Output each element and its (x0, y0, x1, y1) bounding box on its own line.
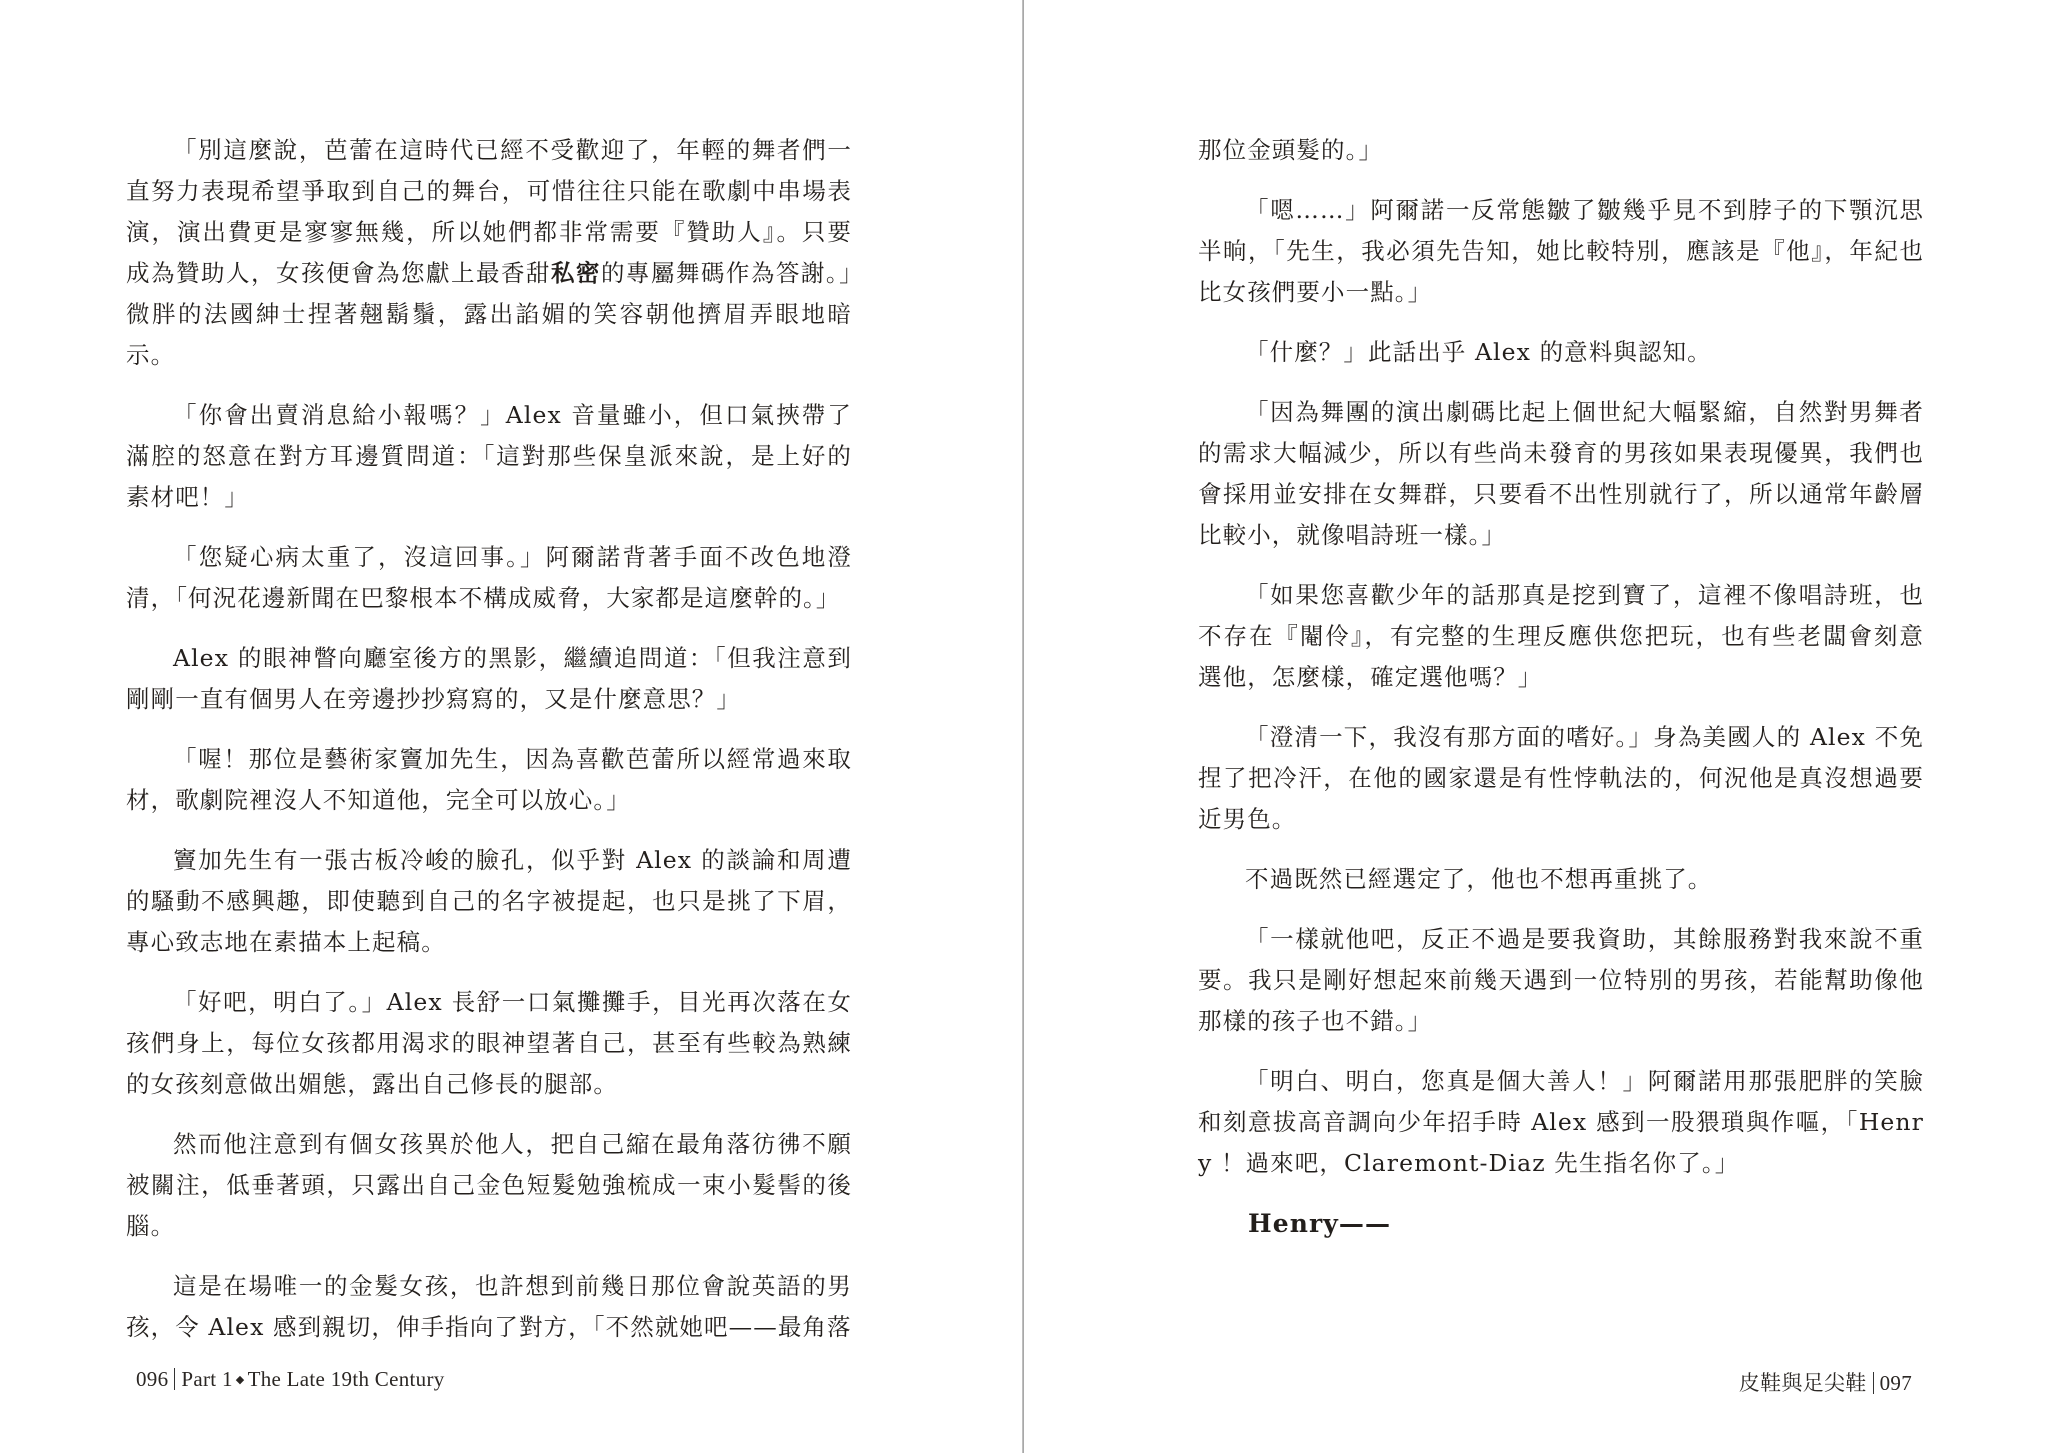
part-label: Part 1 (181, 1367, 233, 1391)
right-page (1198, 130, 1924, 1263)
paragraph: 那位金頭髮的。」 (1198, 136, 1384, 164)
page-number: 096 (136, 1367, 169, 1391)
page-number: 097 (1879, 1371, 1912, 1395)
paragraph: 「好吧，明白了。」Alex 長舒一口氣攤攤手，目光再次落在女孩們身上，每位女孩都用渴求的眼神望著自己，甚至有些較為熟練的女孩刻意做出媚態，露出自己修長的腿部。 (126, 988, 852, 1098)
diamond-icon: ◆ (235, 1374, 245, 1386)
left-page (126, 130, 852, 1367)
paragraph: 「喔！那位是藝術家竇加先生，因為喜歡芭蕾所以經常過來取材，歌劇院裡沒人不知道他，完全可以放心。」 (126, 745, 852, 814)
paragraph: 這是在場唯一的金髮女孩，也許想到前幾日那位會說英語的男孩，令 Alex 感到親切，伸手指向了對方，「不然就她吧——最角落 (126, 1272, 852, 1341)
paragraph: 「嗯……」阿爾諾一反常態皺了皺幾乎見不到脖子的下顎沉思半晌，「先生，我必須先告知，她比較特別，應該是『他』，年紀也比女孩們要小一點。」 (1198, 196, 1924, 306)
paragraph: Alex 的眼神瞥向廳室後方的黑影，繼續追問道：「但我注意到剛剛一直有個男人在旁邊抄抄寫寫的，又是什麼意思？」 (126, 644, 852, 713)
paragraph: 「如果您喜歡少年的話那真是挖到寶了，這裡不像唱詩班，也不存在『閹伶』，有完整的生理反應供您把玩，也有些老闆會刻意選他，怎麼樣，確定選他嗎？」 (1198, 581, 1924, 691)
paragraph: 「一樣就他吧，反正不過是要我資助，其餘服務對我來說不重要。我只是剛好想起來前幾天遇到一位特別的男孩，若能幫助像他那樣的孩子也不錯。」 (1198, 925, 1924, 1035)
book-gutter (1022, 0, 1024, 1453)
paragraph: 「你會出賣消息給小報嗎？」Alex 音量雖小，但口氣挾帶了滿腔的怒意在對方耳邊質問道：「這對那些保皇派來說，是上好的素材吧！」 (126, 401, 852, 511)
left-page-footer (136, 1367, 445, 1392)
paragraph: 竇加先生有一張古板冷峻的臉孔，似乎對 Alex 的談論和周遭的騷動不感興趣，即使聽到自己的名字被提起，也只是挑了下眉，專心致志地在素描本上起稿。 (126, 846, 852, 956)
right-page-footer (1739, 1367, 1912, 1397)
footer-divider (1873, 1372, 1874, 1394)
paragraph: 「什麼？」此話出乎 Alex 的意料與認知。 (1245, 338, 1712, 366)
closing-name: Henry—— (1248, 1209, 1392, 1238)
footer-divider (174, 1368, 175, 1390)
paragraph: 「因為舞團的演出劇碼比起上個世紀大幅緊縮，自然對男舞者的需求大幅減少，所以有些尚未發育的男孩如果表現優異，我們也會採用並安排在女舞群，只要看不出性別就行了，所以通常年齡層比較小，就像唱詩班一樣。」 (1198, 398, 1924, 549)
paragraph: 不過既然已經選定了，他也不想再重挑了。 (1245, 865, 1713, 893)
paragraph: 「您疑心病太重了，沒這回事。」阿爾諾背著手面不改色地澄清，「何況花邊新聞在巴黎根本不構成威脅，大家都是這麼幹的。」 (126, 543, 852, 612)
emphasis-text: 私密 (550, 259, 601, 287)
running-title: 皮鞋與足尖鞋 (1738, 1371, 1867, 1395)
running-title: The Late 19th Century (247, 1367, 445, 1391)
paragraph: 「明白、明白，您真是個大善人！」阿爾諾用那張肥胖的笑臉和刻意拔高音調向少年招手時 Alex 感到一股猥瑣與作嘔，「Henry ！過來吧，Claremont-Diaz 先生指名你了。」 (1198, 1067, 1924, 1177)
paragraph: 「澄清一下，我沒有那方面的嗜好。」身為美國人的 Alex 不免捏了把冷汗，在他的國家還是有性悖軌法的，何況他是真沒想過要近男色。 (1198, 723, 1924, 833)
paragraph: 「別這麼說，芭蕾在這時代已經不受歡迎了，年輕的舞者們一直努力表現希望爭取到自己的舞台，可惜往往只能在歌劇中串場表演，演出費更是寥寥無幾，所以她們都非常需要『贊助人』。只要成為贊助人，女孩便會為您獻上最香甜私密的專屬舞碼作為答謝。」微胖的法國紳士捏著翹鬍鬚，露出諂媚的笑容朝他擠眉弄眼地暗示。 (126, 136, 852, 369)
paragraph: 然而他注意到有個女孩異於他人，把自己縮在最角落彷彿不願被關注，低垂著頭，只露出自己金色短髮勉強梳成一束小髮髻的後腦。 (126, 1130, 852, 1240)
